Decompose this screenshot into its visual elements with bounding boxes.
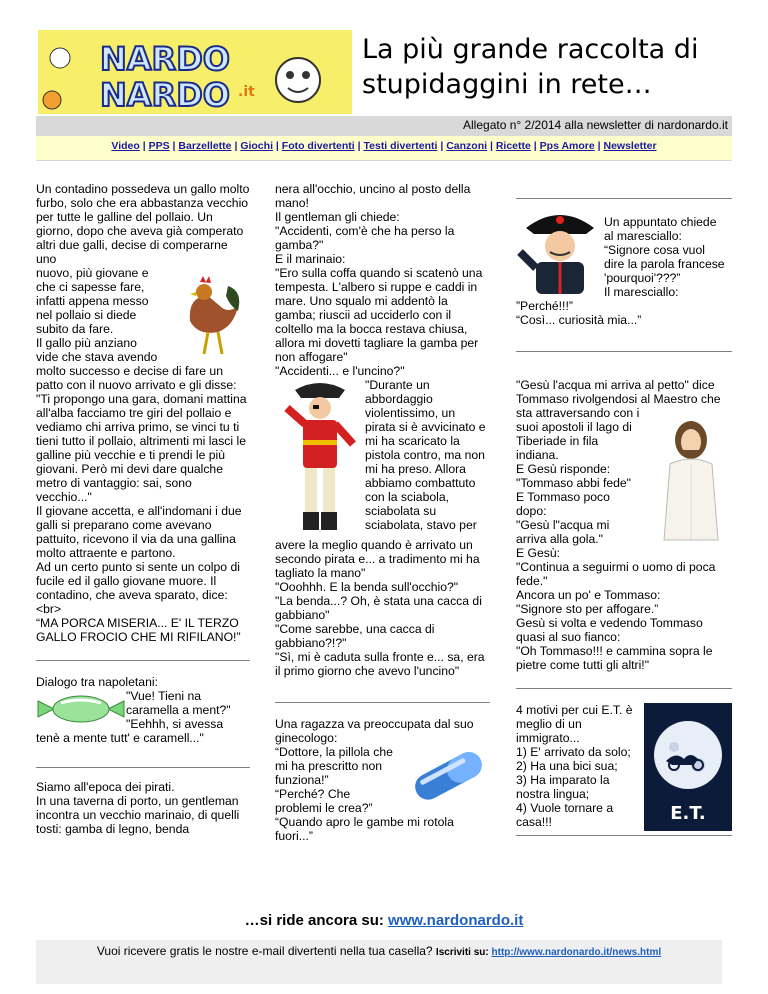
column-right <box>516 182 732 836</box>
nav-link-testi-divertenti[interactable]: Testi divertenti <box>363 140 438 152</box>
nav-bar <box>36 136 732 161</box>
divider <box>36 660 250 661</box>
footer-promo-text: …si ride ancora su: <box>244 912 389 929</box>
joke-napoletani-intro: Dialogo tra napoletani: <box>36 675 158 689</box>
column-middle <box>275 182 490 843</box>
nav-link-ricette[interactable]: Ricette <box>495 140 531 152</box>
svg-text:.it: .it <box>238 84 255 100</box>
divider <box>516 835 732 836</box>
joke-pirati-pirate-text: "Durante un abbordaggio violentissimo, un pirata si è avvicinato e mi ha scaricato la pistola contro, ma non mi ha preso. Allora abbiamo combattuto con la sciabola, sciabolata su sciabolata, stavo per <box>365 378 486 532</box>
joke-gesu-end: "Continua a seguirmi o uomo di poca fede." Ancora un po' e Tommaso: "Signore sto per affogare.” Gesù si volta e vedendo Tommaso quasi al suo fianco: "Oh Tommaso!!! e cammina sopra le pietre come tutti gli altri!" <box>516 560 716 672</box>
rooster-image <box>168 266 250 358</box>
joke-gallo-intro: Un contadino possedeva un gallo molto furbo, solo che era abbastanza vecchio per tutte le galline del pollaio. Un giorno, dopo che aveva già comperato altri due galli, decise di comperarne uno <box>36 182 250 266</box>
nav-link-barzellette[interactable]: Barzellette <box>178 140 232 152</box>
joke-napoletani-dialogue: "Vue! Tieni na caramella a ment?" "Eehhh, si avessa <box>126 689 231 731</box>
joke-pirati-start: Siamo all'epoca dei pirati. In una taverna di porto, un gentleman incontra un vecchio marinaio, di quelli tosti: gamba di legno, benda <box>36 780 240 836</box>
divider <box>516 198 732 199</box>
nav-link-giochi[interactable]: Giochi <box>240 140 273 152</box>
joke-et-text: 4 motivi per cui E.T. è meglio di un immigrato... 1) E' arrivato da solo; 2) Ha una bici sua; 3) Ha imparato la nostra lingua; 4) Vuole tornare a casa!!! <box>516 703 633 829</box>
carabiniere-image <box>516 202 604 294</box>
joke-maresciallo-text: Un appuntato chiede al maresciallo: “Signore cosa vuol dire la parola francese 'pourquoi'???” Il maresciallo: <box>604 215 725 299</box>
nav-link-newsletter[interactable]: Newsletter <box>603 140 657 152</box>
joke-pirati-end: avere la meglio quando è arrivato un secondo pirata e... a tradimento mi ha tagliato la mano" "Ooohhh. E la benda sull'occhio?" "La benda...? Oh, è stata una cacca di gabbiano" "Come sarebbe, una cacca di gabbiano?!?" "Sì, mi è caduta sulla fronte e... sa, era il primo giorno che avevo l'uncino" <box>275 538 485 678</box>
joke-gesu-middle: suoi apostoli il lago di Tiberiade in fila indiana. E Gesù risponde: "Tommaso abbi fede" E Tommaso poco dopo: "Gesù l"acqua mi arriva alla gola." E Gesù: <box>516 420 632 560</box>
nav-separator: | <box>597 140 601 152</box>
column-left <box>36 182 250 836</box>
candy-image <box>36 689 126 729</box>
nav-separator: | <box>172 140 176 152</box>
nav-link-foto-divertenti[interactable]: Foto divertenti <box>281 140 355 152</box>
footer-promo <box>0 912 768 929</box>
joke-napoletani-end: tenè a mente tutt' e caramell..." <box>36 731 204 745</box>
nav-link-pps-amore[interactable]: Pps Amore <box>539 140 595 152</box>
footer-subscribe <box>36 944 722 958</box>
divider <box>275 702 490 703</box>
nav-separator: | <box>234 140 238 152</box>
joke-gallo-end: vide che stava avendo molto successo e decise di fare un patto con il nuovo arrivato e gli disse: "Ti propongo una gara, domani mattina all'alba facciamo tre giri del pollaio e vediamo chi arriva primo, se vinci tu ti tieni tutto il pollaio, altrimenti mi lasci le galline più vecchie e ti prendi le più giovani. Però mi devi dare qualche metro di vantaggio: sai, sono vecchio..." Il giovane accetta, e all'indomani i due galli si preparano come avevano pattuito, ricevono il via da una gallina molto attraente e partono. Ad un certo punto si sente un colpo di fucile ed il gallo giovane muore. Il contadino, che aveva sparato, dice:<br> “MA PORCA MISERIA... E' IL TERZO GALLO FROCIO CHE MI RIFILANO!” <box>36 350 247 644</box>
nav-link-pps[interactable]: PPS <box>148 140 170 152</box>
allegato-text: Allegato n° 2/2014 alla newsletter di nardonardo.it <box>463 118 728 132</box>
page-title: La più grande raccolta di stupidaggini in rete… <box>362 34 699 100</box>
joke-pirati-continued: nera all'occhio, uncino al posto della mano! Il gentleman gli chiede: "Accidenti, com'è che ha perso la gamba?" E il marinaio: "Ero sulla coffa quando si scatenò una tempesta. L'albero si ruppe e caddi in mare. Uno squalo mi addentò la gamba; riuscii ad ucciderlo con il coltello ma la bocca restava chiusa, allora mi dovetti tagliare la gamba per non affogare" "Accidenti... e l'uncino?" <box>275 182 483 378</box>
nav-link-video[interactable]: Video <box>111 140 140 152</box>
joke-maresciallo-end: ”Perché!!!” “Così... curiosità mia...” <box>516 299 642 327</box>
footer-question: Vuoi ricevere gratis le nostre e-mail divertenti nella tua casella? <box>96 944 436 958</box>
jesus-image <box>658 420 724 544</box>
divider <box>516 351 732 352</box>
footer-box <box>36 940 722 984</box>
svg-text:NARDO: NARDO <box>100 40 230 78</box>
nav-separator: | <box>440 140 444 152</box>
et-title: E.T. <box>670 803 706 824</box>
svg-text:NARDO: NARDO <box>100 76 230 114</box>
joke-gesu-intro: "Gesù l'acqua mi arriva al petto" dice Tommaso rivolgendosi al Maestro che sta attraversando con i <box>516 378 721 420</box>
et-poster-image <box>644 703 732 831</box>
joke-ginecologo-intro: Una ragazza va preoccupata dal suo ginecologo: <box>275 717 474 745</box>
nav-separator: | <box>357 140 361 152</box>
nav-link-canzoni[interactable]: Canzoni <box>446 140 488 152</box>
nav-separator: | <box>142 140 146 152</box>
footer-newsletter-link[interactable]: http://www.nardonardo.it/news.html <box>491 947 662 958</box>
pill-image <box>406 745 490 805</box>
pirate-image <box>275 378 365 538</box>
nav-separator: | <box>533 140 537 152</box>
footer-site-link[interactable]: www.nardonardo.it <box>388 912 524 929</box>
joke-ginecologo-dialogue: “Dottore, la pillola che mi ha prescritto non funziona!” “Perché? Che problemi le crea?” “Quando apro le gambe mi rotola fuori...” <box>275 745 454 843</box>
nav-separator: | <box>489 140 493 152</box>
nav-separator: | <box>275 140 279 152</box>
joke-gallo-middle: nuovo, più giovane e che ci sapesse fare, infatti appena messo nel pollaio si diede subito da fare. Il gallo più anziano <box>36 266 149 350</box>
footer-subscribe-label: Iscriviti su: <box>435 947 492 958</box>
divider <box>516 688 732 689</box>
divider <box>36 767 250 768</box>
site-logo[interactable] <box>38 30 352 114</box>
